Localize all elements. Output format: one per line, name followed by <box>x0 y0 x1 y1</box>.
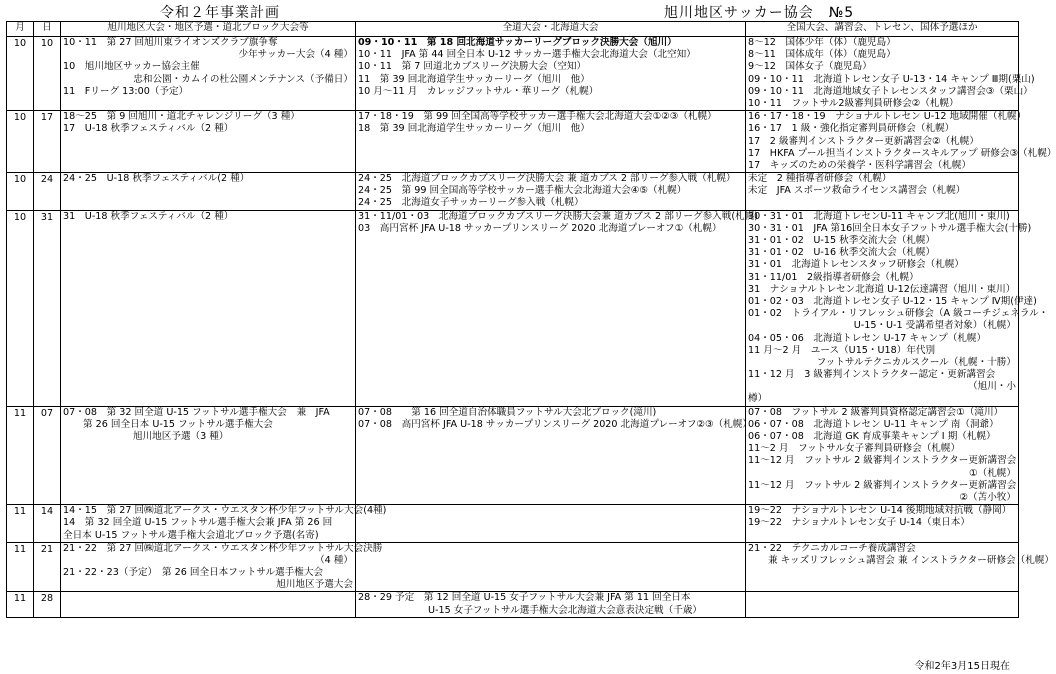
national-cell <box>746 542 1055 592</box>
month-cell: 10 <box>7 37 34 111</box>
event-line: 未定 2 種指導者研修会（札幌） <box>748 173 892 185</box>
event-line: 全日本 U-15 フットサル選手権大会道北ブロック予選(名寄) <box>63 529 319 541</box>
table-row <box>7 210 1019 406</box>
event-line: 31 ナショナルトレセン北海道 U-12伝達講習（旭川・東川） <box>748 283 1016 295</box>
event-line: 07・08 第 16 回全道自治体職員フットサル大会北ブロック(滝川) <box>358 406 657 418</box>
local-cell <box>61 592 356 617</box>
day-cell: 31 <box>34 210 61 406</box>
national-cell <box>746 210 1049 406</box>
event-line: 31・01 北海道トレセンスタッフ研修会（札幌） <box>748 259 965 271</box>
day-cell: 21 <box>34 542 61 592</box>
month-cell: 11 <box>7 406 34 505</box>
event-line: 忠和公園・カムイの杜公園メンテナンス（予備日） <box>133 73 353 85</box>
header-row <box>7 22 1019 37</box>
day-cell: 10 <box>34 37 61 111</box>
local-cell <box>61 173 356 211</box>
header-local: 旭川地区大会・地区予選・道北ブロック大会等 <box>61 22 356 37</box>
month-cell: 11 <box>7 505 34 543</box>
event-line: フットサルテクニカルスクール（札幌・十勝） <box>816 356 1016 368</box>
event-line: 24・25 第 99 回全国高等学校サッカー選手権大会北海道大会④⑤（札幌） <box>358 185 687 197</box>
event-line: 17・18・19 第 99 回全国高等学校サッカー選手権大会北海道大会①②③（札幌） <box>358 111 717 123</box>
event-line: 未定 JFA スポーツ救命ライセンス講習会（札幌） <box>748 185 966 197</box>
event-line: 07・08 高円宮杯 JFA U-18 サッカープリンスリーグ 2020 北海道プレーオフ②③（札幌） <box>358 418 753 430</box>
event-line: 11・12 月 3 級審判インストラクター認定・更新講習会 <box>748 369 996 381</box>
day-cell: 07 <box>34 406 61 505</box>
event-line: 04・05・06 北海道トレセン U-17 キャンプ（札幌） <box>748 332 987 344</box>
month-cell: 10 <box>7 210 34 406</box>
national-cell <box>746 173 1019 211</box>
event-line: 11～2 月 フットサル女子審判員研修会（札幌） <box>748 443 961 455</box>
event-line: （旭川・小 <box>968 381 1016 393</box>
event-line: 少年サッカー大会（4 種） <box>238 49 353 61</box>
event-line: 09・10・11 北海道地域女子トレセンスタッフ講習会③（栗山） <box>748 85 1033 97</box>
table-row <box>7 37 1019 111</box>
event-line: 11～12 月 フットサル 2 級審判インストラクター更新講習会 <box>748 455 1017 467</box>
hokkaido-cell <box>356 542 746 592</box>
event-line: 07・08 第 32 回全道 U-15 フットサル選手権大会 兼 JFA <box>63 406 330 418</box>
event-line: 07・08 フットサル 2 級審判員資格認定講習会①（滝川） <box>748 406 1004 418</box>
event-line: 16・17 1 級・強化指定審判員研修会（札幌） <box>748 123 955 135</box>
event-line: 31・01・02 U-16 秋季交流大会（札幌） <box>748 247 936 259</box>
event-line: 9～12 国体女子（鹿児島） <box>748 61 872 73</box>
event-line: 28・29 予定 第 12 回全道 U-15 女子フットサル大会兼 JFA 第 11 回全日本 <box>358 592 691 604</box>
local-cell <box>61 111 356 173</box>
header-national: 全国大会、講習会、トレセン、国体予選ほか <box>746 22 1019 37</box>
event-line: 31・11/01 2級指導者研修会（札幌） <box>748 271 919 283</box>
hokkaido-cell <box>356 505 746 543</box>
event-line: 19～22 ナショナルトレセン U-14 後期地域対抗戦（静岡） <box>748 505 1012 517</box>
month-cell: 11 <box>7 592 34 617</box>
event-line: 17 HKFA プール担当インストラクタースキルアップ 研修会③（札幌） <box>748 147 1056 159</box>
event-line: 17 キッズのための栄養学・医科学講習会（札幌） <box>748 159 972 171</box>
event-line: 30・31・01 JFA 第16回全日本女子フットサル選手権大会(十勝) <box>748 222 1032 234</box>
event-line: 09・10・11 北海道トレセン女子 U-13・14 キャンプ Ⅲ期(栗山) <box>748 73 1035 85</box>
hokkaido-cell <box>356 37 746 111</box>
national-cell <box>746 592 1019 617</box>
event-line: 10 月～11 月 カレッジフットサル・華リーグ（札幌） <box>358 85 599 97</box>
event-line: 18～25 第 9 回旭川・道北チャレンジリーグ（3 種） <box>63 111 300 123</box>
event-line: 21・22・23（予定） 第 26 回全日本フットサル選手権大会 <box>63 567 324 579</box>
event-line: 11～12 月 フットサル 2 級審判インストラクター更新講習会 <box>748 479 1017 491</box>
title-row <box>0 0 1024 22</box>
month-cell: 10 <box>7 111 34 173</box>
event-line: 06・07・08 北海道 GK 育成事業キャンプ I 期（札幌） <box>748 431 996 442</box>
national-cell <box>746 505 1019 543</box>
local-cell <box>61 542 383 592</box>
hokkaido-cell <box>356 406 753 505</box>
event-line: 14 第 32 回全道 U-15 フットサル選手権大会兼 JFA 第 26 回 <box>63 517 333 529</box>
event-line: 31・11/01・03 北海道ブロックカブスリーグ決勝大会兼 道カブス 2 部リーグ参入戦(札幌) <box>358 210 759 222</box>
table-row <box>7 173 1019 211</box>
header-day: 日 <box>34 22 61 37</box>
event-line: 11 Fリーグ 13:00（予定） <box>63 85 189 97</box>
table-row <box>7 592 1019 617</box>
day-cell: 17 <box>34 111 61 173</box>
event-line: 01・02 トライアル・リフレッシュ研修会（A 級コーチジェネラル・ <box>748 308 1049 320</box>
national-cell <box>746 406 1019 505</box>
event-line: 10・11 第 27 回旭川東ライオンズクラブ旗争奪 <box>63 37 278 48</box>
national-cell <box>746 37 1035 111</box>
event-line: 24・25 北海道ブロックカブスリーグ決勝大会 兼 道カブス 2 部リーグ参入戦（札幌） <box>358 173 736 185</box>
local-cell <box>61 406 356 505</box>
event-line: 01・02・03 北海道トレセン女子 U-12・15 キャンプ Ⅳ期(伊達) <box>748 295 1037 307</box>
event-line: U-15・U-1 受講希望者対象）（札幌） <box>853 320 1016 332</box>
event-line: 10・11 フットサル2級審判員研修会②（札幌） <box>748 97 959 109</box>
day-cell: 28 <box>34 592 61 617</box>
event-line: 10・11 JFA 第 44 回全日本 U-12 サッカー選手権大会北海道大会（北空知） <box>358 49 696 61</box>
event-line: ①（札幌） <box>969 467 1016 479</box>
event-line: 10・11 第 7 回道北カブスリーグ決勝大会（空知） <box>358 61 587 73</box>
hokkaido-cell <box>356 210 759 406</box>
event-line: 31 U-18 秋季フェスティバル（2 種） <box>63 210 234 222</box>
event-line: 24・25 U-18 秋季フェスティバル(2 種） <box>63 173 250 185</box>
association-title: 旭川地区サッカー協会 №5 <box>664 5 855 21</box>
event-line: 旭川地区予選大会 <box>276 579 353 591</box>
local-cell <box>61 37 356 111</box>
event-line: 03 高円宮杯 JFA U-18 サッカープリンスリーグ 2020 北海道プレーオフ①（札幌） <box>358 222 722 234</box>
event-line: 19～22 ナショナルトレセン女子 U-14（東日本） <box>748 517 970 529</box>
event-line: 09・10・11 第 18 回北海道サッカーリーグブロック決勝大会（旭川） <box>358 37 677 48</box>
hokkaido-cell <box>356 173 746 211</box>
event-line: 8～12 国体少年（体）（鹿児島） <box>748 37 896 48</box>
event-line: 06・07・08 北海道トレセン U-11 キャンプ 南（洞爺） <box>748 418 999 430</box>
local-cell <box>61 210 356 406</box>
national-cell <box>746 111 1056 173</box>
as-of-date: 令和2年3月15日現在 <box>914 661 1010 672</box>
event-line: 11 月～2 月 ユース（U15・U18）年代別 <box>748 344 936 356</box>
day-cell: 24 <box>34 173 61 211</box>
table-row <box>7 505 1019 543</box>
local-cell <box>61 505 387 543</box>
event-line: 17 2 級審判インストラクター更新講習会②（札幌） <box>748 135 979 147</box>
hokkaido-cell <box>356 592 746 617</box>
day-cell: 14 <box>34 505 61 543</box>
event-line: 24・25 北海道女子サッカーリーグ参入戦（札幌） <box>358 197 584 209</box>
header-month: 月 <box>7 22 34 37</box>
event-line: 18 第 39 回北海道学生サッカーリーグ（旭川 他） <box>358 123 590 135</box>
event-line: 21・22 テクニカルコーチ養成講習会 <box>748 542 916 554</box>
event-line: 兼 キッズリフレッシュ講習会 兼 インストラクター研修会（札幌） <box>768 554 1055 566</box>
table-row <box>7 111 1019 173</box>
month-cell: 11 <box>7 542 34 592</box>
table-row <box>7 542 1019 592</box>
event-line: 31・01・02 U-15 秋季交流大会（札幌） <box>748 235 936 246</box>
event-line: 10 旭川地区サッカー協会主催 <box>63 61 200 73</box>
schedule-table <box>6 21 1056 618</box>
event-line: 第 26 回全日本 U-15 フットサル選手権大会 <box>83 418 273 430</box>
event-line: 14・15 第 27 回㈱道北アークス・ウエスタン杯少年フットサル大会(4種) <box>63 505 387 517</box>
event-line: 30・31・01 北海道トレセンU-11 キャンプ北(旭川・東川) <box>748 210 1010 222</box>
event-line: 17 U-18 秋季フェスティバル（2 種） <box>63 123 234 135</box>
event-line: 旭川地区予選（3 種） <box>133 431 229 442</box>
hokkaido-cell <box>356 111 746 173</box>
plan-title: 令和２年事業計画 <box>160 5 280 21</box>
event-line: 21・22 第 27 回㈱道北アークス・ウエスタン杯少年フットサル大会決勝 <box>63 542 383 554</box>
event-line: 16・17・18・19 ナショナルトレセン U-12 地域開催（札幌） <box>748 111 1027 123</box>
header-hokkaido: 全道大会・北海道大会 <box>356 22 746 37</box>
month-cell: 10 <box>7 173 34 211</box>
table-row <box>7 406 1019 505</box>
event-line: 11 第 39 回北海道学生サッカーリーグ（旭川 他） <box>358 73 590 85</box>
event-line: ②（苫小牧） <box>959 491 1016 503</box>
event-line: （4 種） <box>315 554 353 566</box>
event-line: 8～11 国体成年（体）（鹿児島） <box>748 49 896 61</box>
event-line: U-15 女子フットサル選手権大会北海道大会意表決定戦（千歳） <box>428 604 703 616</box>
event-line: 樽） <box>748 393 768 405</box>
